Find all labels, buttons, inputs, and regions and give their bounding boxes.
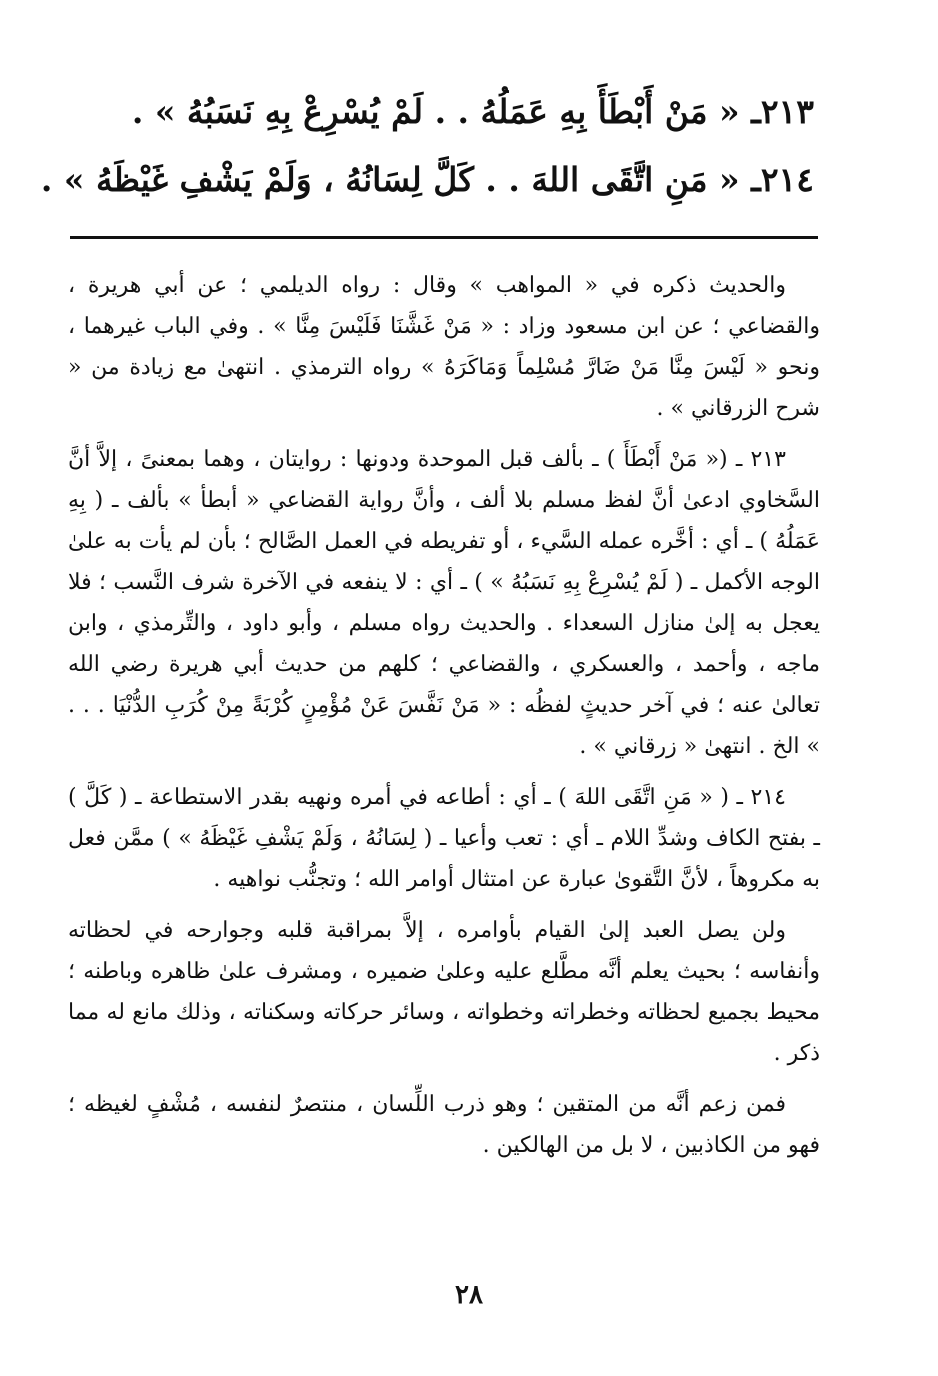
commentary-paragraph-4: ولن يصل العبد إلىٰ القيام بأوامره ، إلاَّ بمراقبة قلبه وجوارحه في لحظاته وأنفاسه ؛ بحيث يعلم أنَّه مطَّلع عليه وعلىٰ ضميره ، ومشرف علىٰ ظاهره وباطنه ؛ محيط بجميع لحظاته وخطراته وخطواته ، وسائر حركاته وسكناته ، وذلك مانع له مما ذكر . bbox=[68, 918, 820, 1066]
commentary-paragraph-3: ٢١٤ ـ ( « مَنِ اتَّقَى اللهَ ) ـ أي : أطاعه في أمره ونهيه بقدر الاستطاعة ـ ( كَلَّ ) ـ بفتح الكاف وشدِّ اللام ـ أي : تعب وأعيا ـ ( لِسَانُهُ ، وَلَمْ يَشْفِ غَيْظَهُ » ) ممَّن فعل به مكروهاً ، لأنَّ التَّقوىٰ عبارة عن امتثال أوامر الله ؛ وتجنُّب نواهيه . bbox=[68, 785, 820, 892]
hadith-text: ـ « مَنْ أَبْطَأَ بِهِ عَمَلُهُ . . لَمْ يُسْرِعْ بِهِ نَسَبُهُ » . bbox=[131, 92, 761, 131]
hadith-text: ـ « مَنِ اتَّقَى اللهَ . . كَلَّ لِسَانُهُ ، وَلَمْ يَشْفِ غَيْظَهُ » . bbox=[40, 160, 761, 199]
hadith-213 bbox=[68, 78, 820, 146]
hadith-number: ٢١٤ bbox=[760, 160, 814, 199]
hadith-number: ٢١٣ bbox=[760, 92, 814, 131]
commentary-paragraph-1: والحديث ذكره في « المواهب » وقال : رواه الديلمي ؛ عن أبي هريرة ، والقضاعي ؛ عن ابن مسعود وزاد : « مَنْ غَشَّنَا فَلَيْسَ مِنَّا » . وفي الباب غيرهما ، ونحو « لَيْسَ مِنَّا مَنْ ضَارَّ مُسْلِماً وَمَاكَرَهُ » رواه الترمذي . انتهىٰ مع زيادة من « شرح الزرقاني » . bbox=[68, 273, 820, 421]
commentary-paragraph-2: ٢١٣ ـ (« مَنْ أَبْطَأَ ) ـ بألف قبل الموحدة ودونها : روايتان ، وهما بمعنىً ، إلاَّ أنَّ السَّخاوي ادعىٰ أنَّ لفظ مسلم بلا ألف ، وأنَّ رواية القضاعي « أبطأ » بألف ـ ( بِهِ عَمَلُهُ ) ـ أي : أخَّره عمله السَّيء ، أو تفريطه في العمل الصَّالح ؛ بأن لم يأت به علىٰ الوجه الأكمل ـ ( لَمْ يُسْرِعْ بِهِ نَسَبُهُ » ) ـ أي : لا ينفعه في الآخرة شرف النَّسب ؛ فلا يعجل به إلىٰ منازل السعداء . والحديث رواه مسلم ، وأبو داود ، والتِّرمذي ، وابن ماجه ، وأحمد ، والعسكري ، والقضاعي ؛ كلهم من حديث أبي هريرة رضي الله تعالىٰ عنه ؛ في آخر حديثٍ لفظُه : « مَنْ نَفَّسَ عَنْ مُؤْمِنٍ كُرْبَةً مِنْ كُرَبِ الدُّنْيَا . . . » الخ . انتهىٰ « زرقاني » . bbox=[68, 447, 820, 759]
book-page bbox=[40, 78, 820, 1338]
hadith-list bbox=[40, 78, 820, 214]
separator-line bbox=[70, 236, 818, 239]
page-number: ٢٨ bbox=[455, 1280, 483, 1310]
commentary-paragraph-5: فمن زعم أنَّه من المتقين ؛ وهو ذرب اللِّسان ، منتصرٌ لنفسه ، مُشْفٍ لغيظه ؛ فهو من الكاذبين ، لا بل من الهالكين . bbox=[68, 1092, 820, 1158]
hadith-214 bbox=[40, 146, 820, 214]
